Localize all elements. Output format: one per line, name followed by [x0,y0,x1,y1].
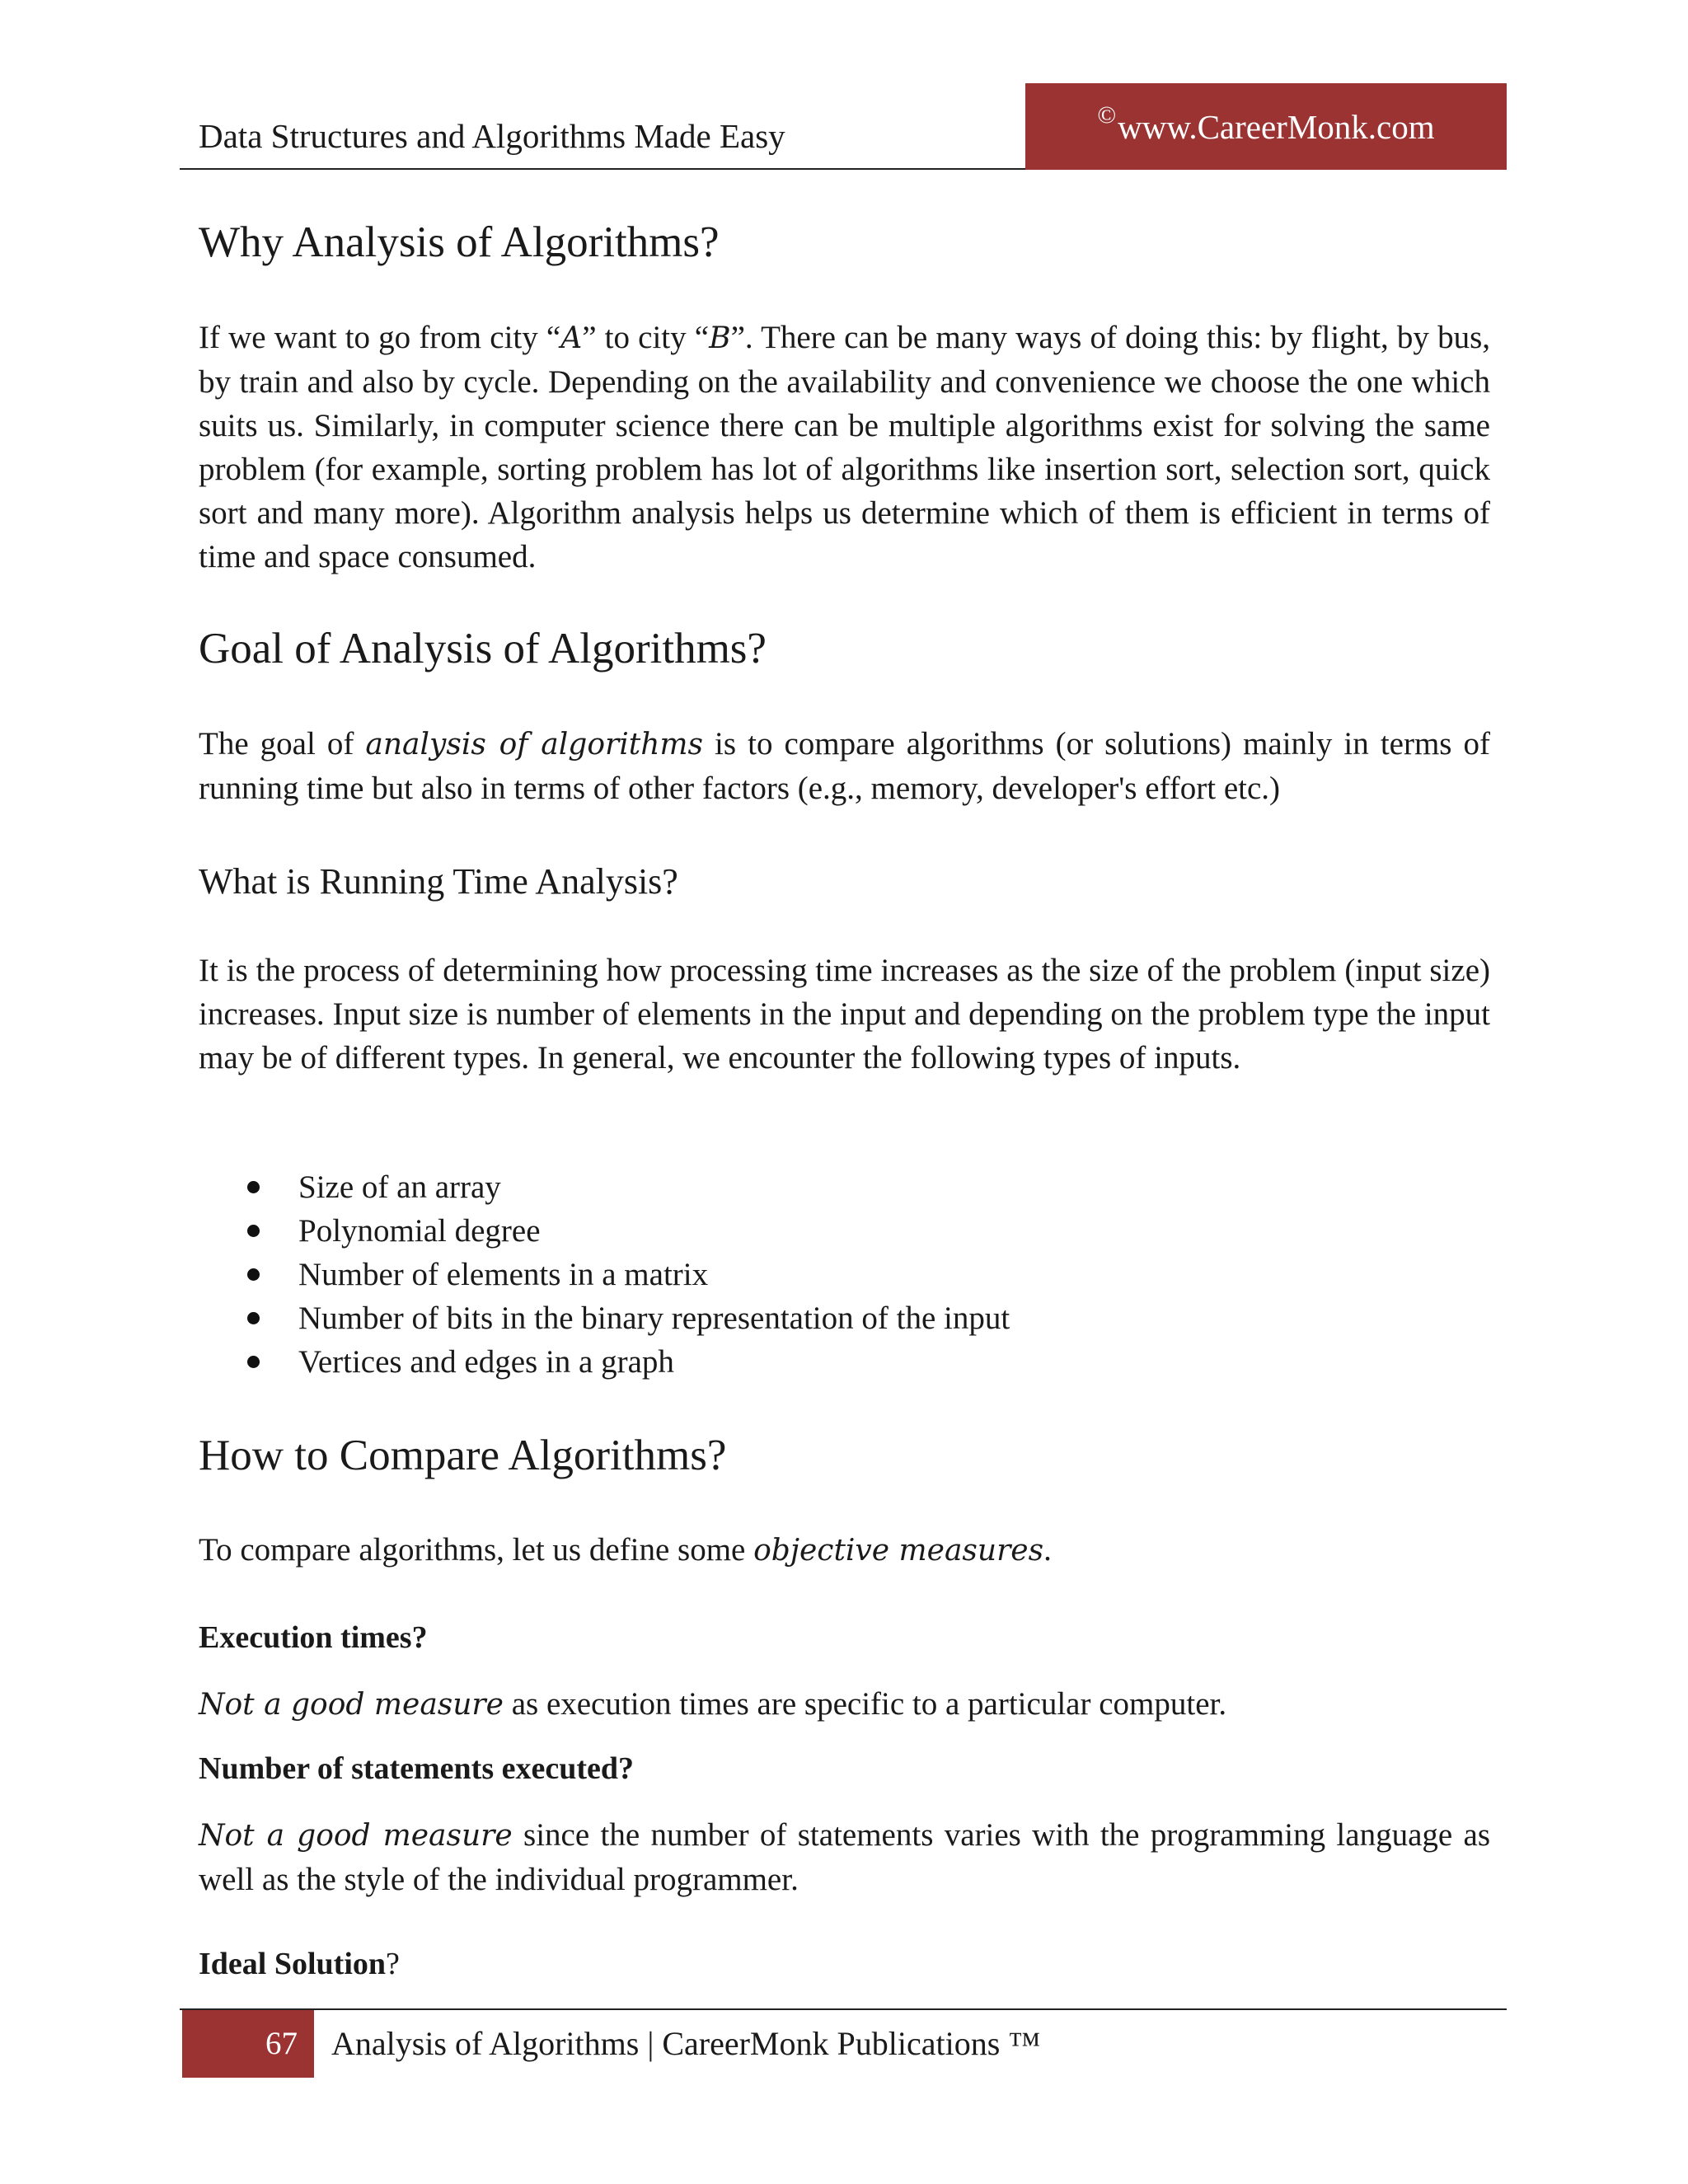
heading-goal-analysis: Goal of Analysis of Algorithms? [199,625,767,673]
header-site-badge [1025,83,1507,170]
paragraph-goal-analysis: The goal of analysis of algorithms is to compare algorithms (or solutions) mainly in terms of running time but also in terms of other factors (e.g., memory, developer's effort etc.) [199,726,1490,806]
site-url: www.CareerMonk.com [1118,107,1435,146]
running-header-title: Data Structures and Algorithms Made Easy [199,117,785,155]
bullet-icon [247,1268,260,1281]
bullet-icon [247,1356,260,1368]
paragraph-execution-times: Not a good measure as execution times are specific to a particular computer. [199,1686,1227,1722]
list-item: Vertices and edges in a graph [247,1340,1010,1384]
copyright-symbol: © [1097,101,1117,129]
list-item: Polynomial degree [247,1209,1010,1253]
paragraph-why-analysis: If we want to go from city “A” to city “B”. There can be many ways of doing this: by flight, by bus, by train and also by cycle. Depending on the availability and convenience we choose the one which suits us. Similarly, in computer science there can be multiple algorithms exist for solving the same problem (for example, sorting problem has lot of algorithms like insertion sort, selection sort, quick sort and many more). Algorithm analysis helps us determine which of them is efficient in terms of time and space consumed. [199,320,1490,574]
page-number: 67 [182,2010,314,2078]
heading-ideal-solution: Ideal Solution? [199,1947,400,1981]
heading-execution-times: Execution times? [199,1620,428,1655]
list-item: Size of an array [247,1165,1010,1209]
list-item: Number of elements in a matrix [247,1253,1010,1296]
footer-rule [180,2008,1507,2010]
heading-running-time: What is Running Time Analysis? [199,861,678,902]
bullet-icon [247,1181,260,1193]
input-types-list [247,1165,1010,1384]
paragraph-compare-intro: To compare algorithms, let us define some objective measures. [199,1532,1052,1568]
heading-compare-algorithms: How to Compare Algorithms? [199,1432,727,1479]
footer-text: Analysis of Algorithms | CareerMonk Publications ™ [331,2025,1041,2062]
paragraph-statements-executed: Not a good measure since the number of statements varies with the programming language as well as the style of the individual programmer. [199,1817,1491,1897]
emphasis-objective-measures: objective measures [753,1534,1044,1568]
list-item: Number of bits in the binary representation of the input [247,1296,1010,1340]
heading-why-analysis: Why Analysis of Algorithms? [199,218,720,266]
paragraph-running-time: It is the process of determining how processing time increases as the size of the problem (input size) increases. Input size is number of elements in the input and depending on the problem type the input may be of different types. In general, we encounter the following types of inputs. [199,953,1490,1076]
bullet-icon [247,1225,260,1237]
bullet-icon [247,1312,260,1324]
heading-statements-executed: Number of statements executed? [199,1751,635,1786]
header-rule [180,168,1025,170]
emphasis-analysis-of-algorithms: analysis of algorithms [365,728,703,762]
